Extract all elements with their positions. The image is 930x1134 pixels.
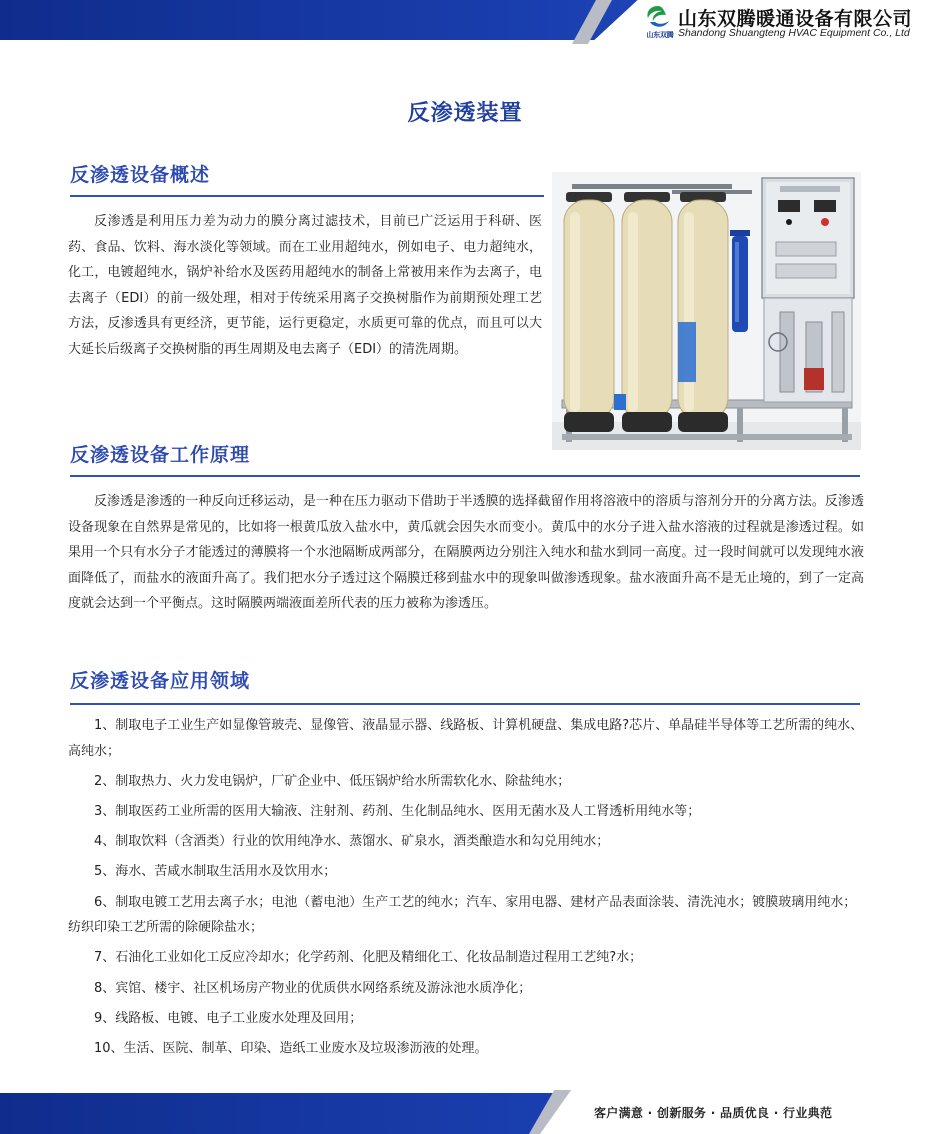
list-item: 3、制取医药工业所需的医用大输液、注射剂、药剂、生化制品纯水、医用无菌水及人工肾透析用纯水等； — [94, 803, 701, 819]
footer-slogan: 客户满意 · 创新服务 · 品质优良 · 行业典范 — [594, 1106, 833, 1120]
list-item: 6、制取电镀工艺用去离子水；电池（蓄电池）生产工艺的纯水；汽车、家用电器、建材产品表面涂装、清洗沌水；镀膜玻璃用纯水；纺织印染工艺所需的除硬除盐水； — [68, 894, 857, 936]
list-item: 4、制取饮料（含酒类）行业的饮用纯净水、蒸馏水、矿泉水，酒类酿造水和勾兑用纯水； — [94, 834, 610, 850]
application-list — [68, 713, 868, 1066]
section-divider-principle — [70, 475, 860, 477]
tank-1 — [564, 192, 614, 432]
control-cabinet — [762, 178, 854, 298]
section-divider-applications — [70, 703, 860, 705]
tank-2 — [622, 192, 672, 432]
company-name-cn: 山东双腾暖通设备有限公司 — [678, 8, 913, 30]
page-header — [0, 0, 930, 44]
section-heading-applications: 反渗透设备应用领域 — [70, 670, 251, 692]
section-body-overview: 反渗透是利用压力差为动力的膜分离过滤技术，目前已广泛运用于科研、医药、食品、饮料、海水淡化等领域。而在工业用超纯水，例如电子、电力超纯水，化工，电镀超纯水，锅炉补给水及医药用超纯水的制备上常被用来作为去离子，电去离子（EDI）的前一级处理，相对于传统采用离子交换树脂作为前期预处理工艺方法，反渗透具有更经济，更节能，运行更稳定，水质更可靠的优点，而且可以大大延长后级离子交换树脂的再生周期及电去离子（EDI）的清洗周期。 — [68, 214, 542, 357]
company-name-en: Shandong Shuangteng HVAC Equipment Co., Ltd — [678, 27, 910, 39]
cartridge-filter — [730, 230, 750, 332]
list-item: 7、石油化工业如化工反应冷却水；化学药剂、化肥及精细化工、化妆品制造过程用工艺纯?水； — [94, 950, 643, 966]
list-item: 2、制取热力、火力发电锅炉，厂矿企业中、低压锅炉给水所需软化水、除盐纯水； — [94, 773, 571, 789]
logo-caption: 山东双腾 — [646, 31, 674, 39]
reverse-osmosis-equipment-image — [552, 172, 861, 450]
page-title: 反渗透装置 — [407, 101, 523, 126]
company-logo — [640, 4, 676, 40]
list-item: 10、生活、医院、制革、印染、造纸工业废水及垃圾渗沥液的处理。 — [94, 1040, 488, 1056]
swirl-logo-icon — [644, 4, 672, 30]
list-item: 9、线路板、电镀、电子工业废水处理及回用； — [94, 1010, 363, 1026]
list-item: 8、宾馆、楼宇、社区机场房产物业的优质供水网络系统及游泳池水质净化； — [94, 980, 532, 996]
section-heading-principle: 反渗透设备工作原理 — [70, 444, 251, 466]
section-body-principle: 反渗透是渗透的一种反向迁移运动，是一种在压力驱动下借助于半透膜的选择截留作用将溶液中的溶质与溶剂分开的分离方法。反渗透设备现象在自然界是常见的，比如将一根黄瓜放入盐水中，黄瓜就会因失水而变小。黄瓜中的水分子进入盐水溶液的过程就是渗透过程。如果用一个只有水分子才能透过的薄膜将一个水池隔断成两部分，在隔膜两边分别注入纯水和盐水到同一高度。过一段时间就可以发现纯水液面降低了，而盐水的液面升高了。我们把水分子透过这个隔膜迁移到盐水中的现象叫做渗透现象。盐水液面升高不是无止境的，到了一定高度就会达到一个平衡点。这时隔膜两端液面差所代表的压力被称为渗透压。 — [68, 494, 864, 612]
tank-3 — [678, 192, 728, 432]
section-heading-overview: 反渗透设备概述 — [70, 164, 211, 186]
list-item: 1、制取电子工业生产如显像管玻壳、显像管、液晶显示器、线路板、计算机硬盘、集成电路?芯片、单晶硅半导体等工艺所需的纯水、高纯水； — [68, 718, 864, 759]
section-divider-overview — [70, 195, 544, 197]
list-item: 5、海水、苦咸水制取生活用水及饮用水； — [94, 864, 337, 880]
